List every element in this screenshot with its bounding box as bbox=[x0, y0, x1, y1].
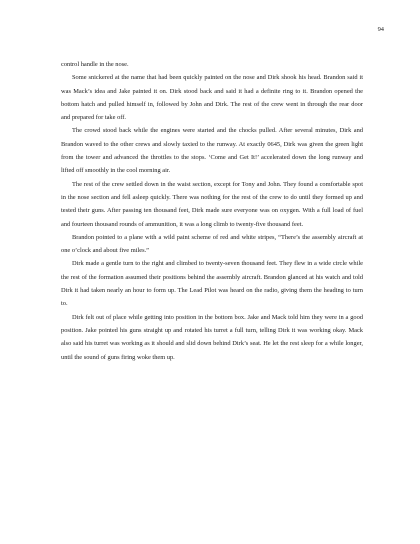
paragraph-2: Some snickered at the name that had been quickly painted on the nose and Dirk shook his head. Brandon said it was Mack’s idea and Jake painted it on. Dirk stood back and said it had a definite ring to it. Brandon opened the bottom hatch and pulled himself in, followed by John and Dirk. The rest of the crew went in through the rear door and prepared for take off. bbox=[61, 74, 363, 122]
paragraph-1: control handle in the nose. bbox=[61, 61, 129, 68]
paragraph-5: Brandon pointed to a plane with a wild paint scheme of red and white stripes, “There’s the assembly aircraft at one o’clock and about five miles.” bbox=[61, 233, 363, 255]
paragraph-4: The rest of the crew settled down in the waist section, except for Tony and John. They found a comfortable spot in the nose section and fell asleep quickly. There was nothing for the rest of the crew to do until they formed up and tested their guns. After passing ten thousand feet, Dirk made sure everyone was on oxygen. With a full load of fuel and fourteen thousand rounds of ammunition, it was a long climb to twenty-five thousand feet. bbox=[61, 180, 363, 228]
page-number: 94 bbox=[377, 26, 384, 33]
paragraph-6: Dirk made a gentle turn to the right and climbed to twenty-seven thousand feet. They flew in a wide circle while the rest of the formation assumed their positions behind the assembly aircraft. Brandon glanced at his watch and told Dirk it had taken nearly an hour to form up. The Lead Pilot was heard on the radio, giving them the heading to turn to. bbox=[61, 260, 363, 308]
paragraph-7: Dirk felt out of place while getting into position in the bottom box. Jake and Mack told him they were in a good position. Jake pointed his guns straight up and rotated his turret a full turn, telling Dirk it was working okay. Mack also said his turret was working as it should and slid down behind Dirk’s seat. He let the rest sleep for a while longer, until the sound of guns firing woke them up. bbox=[61, 313, 363, 361]
paragraph-3: The crowd stood back while the engines were started and the chocks pulled. After several minutes, Dirk and Brandon waved to the other crews and slowly taxied to the runway. At exactly 0645, Dirk was given the green light from the tower and advanced the throttles to the stops. ‘Come and Get It!’ accelerated down the long runway and lifted off smoothly in the cool morning air. bbox=[61, 127, 363, 175]
body-text bbox=[61, 58, 363, 364]
